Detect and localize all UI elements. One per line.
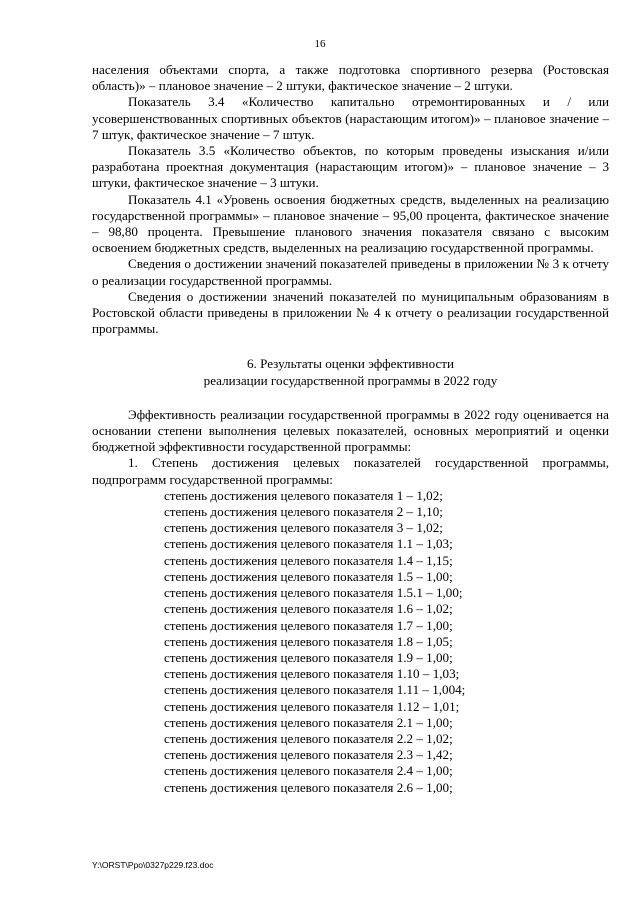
paragraph-item-1: 1. Степень достижения целевых показателей государственной программы, подпрограмм государственной программы:: [92, 455, 609, 487]
paragraph-indicator-3-5: Показатель 3.5 «Количество объектов, по которым проведены изыскания и/или разработана проектная документация (нарастающим итогом)» – плановое значение – 3 штуки, фактическое значение – 3 штуки.: [92, 143, 609, 191]
indicator-line: степень достижения целевого показателя 2.2 – 1,02;: [164, 730, 453, 746]
indicator-list: [92, 488, 609, 796]
indicator-line: степень достижения целевого показателя 1.11 – 1,004;: [164, 682, 466, 698]
page-number: 16: [314, 38, 326, 50]
footer-file-path: Y:\ORST\Ppo\0327p229.f23.doc: [92, 860, 214, 870]
indicator-line: степень достижения целевого показателя 3 – 1,02;: [164, 520, 443, 536]
indicator-line: степень достижения целевого показателя 1 – 1,02;: [164, 487, 443, 503]
indicator-line: степень достижения целевого показателя 1.4 – 1,15;: [164, 552, 453, 568]
indicator-line: степень достижения целевого показателя 1.5 – 1,00;: [164, 568, 453, 584]
indicator-line: степень достижения целевого показателя 2.3 – 1,42;: [164, 747, 453, 763]
section-heading-line-2: реализации государственной программы в 2022 году: [203, 372, 498, 388]
indicator-line: степень достижения целевого показателя 1.9 – 1,00;: [164, 649, 453, 665]
indicator-line: степень достижения целевого показателя 2.1 – 1,00;: [164, 714, 453, 730]
indicator-line: степень достижения целевого показателя 2 – 1,10;: [164, 504, 443, 520]
paragraph-continuation: населения объектами спорта, а также подготовка спортивного резерва (Ростовская область)» – плановое значение – 2 штуки, фактическое значение – 2 штуки.: [92, 62, 609, 94]
paragraph-indicator-3-4: Показатель 3.4 «Количество капитально отремонтированных и / или усовершенствованных спортивных объектов (нарастающим итогом)» – плановое значение – 7 штук, фактическое значение – 7 штук.: [92, 94, 609, 142]
section-heading: [92, 356, 609, 388]
paragraph-efficiency: Эффективность реализации государственной программы в 2022 году оценивается на основании степени выполнения целевых показателей, основных мероприятий и оценки бюджетной эффективности государственной программы:: [92, 406, 609, 455]
indicator-line: степень достижения целевого показателя 1.7 – 1,00;: [164, 617, 453, 633]
indicator-line: степень достижения целевого показателя 1.12 – 1,01;: [164, 698, 460, 714]
indicator-line: степень достижения целевого показателя 1.6 – 1,02;: [164, 601, 453, 617]
paragraph-appendix-3: Сведения о достижении значений показателей приведены в приложении № 3 к отчету о реализации государственной программы.: [92, 256, 609, 288]
indicator-line: степень достижения целевого показателя 1.10 – 1,03;: [164, 666, 460, 682]
paragraph-indicator-4-1: Показатель 4.1 «Уровень освоения бюджетных средств, выделенных на реализацию государственной программы» – плановое значение – 95,00 процента, фактическое значение – 98,80 процента. Превышение планового значения показателя связано с высоким освоением бюджетных средств, выделенных на реализацию государственной программы.: [92, 191, 609, 256]
document-body: [92, 62, 609, 796]
indicator-line: степень достижения целевого показателя 1.8 – 1,05;: [164, 633, 453, 649]
paragraph-appendix-4: Сведения о достижении значений показателей по муниципальным образованиям в Ростовской области приведены в приложении № 4 к отчету о реализации государственной программы.: [92, 288, 609, 337]
indicator-line: степень достижения целевого показателя 2.4 – 1,00;: [164, 763, 453, 779]
indicator-line: степень достижения целевого показателя 1.1 – 1,03;: [164, 536, 453, 552]
indicator-line: степень достижения целевого показателя 2.6 – 1,00;: [164, 779, 453, 795]
section-heading-line-1: 6. Результаты оценки эффективности: [247, 356, 454, 372]
indicator-line: степень достижения целевого показателя 1.5.1 – 1,00;: [164, 585, 463, 601]
